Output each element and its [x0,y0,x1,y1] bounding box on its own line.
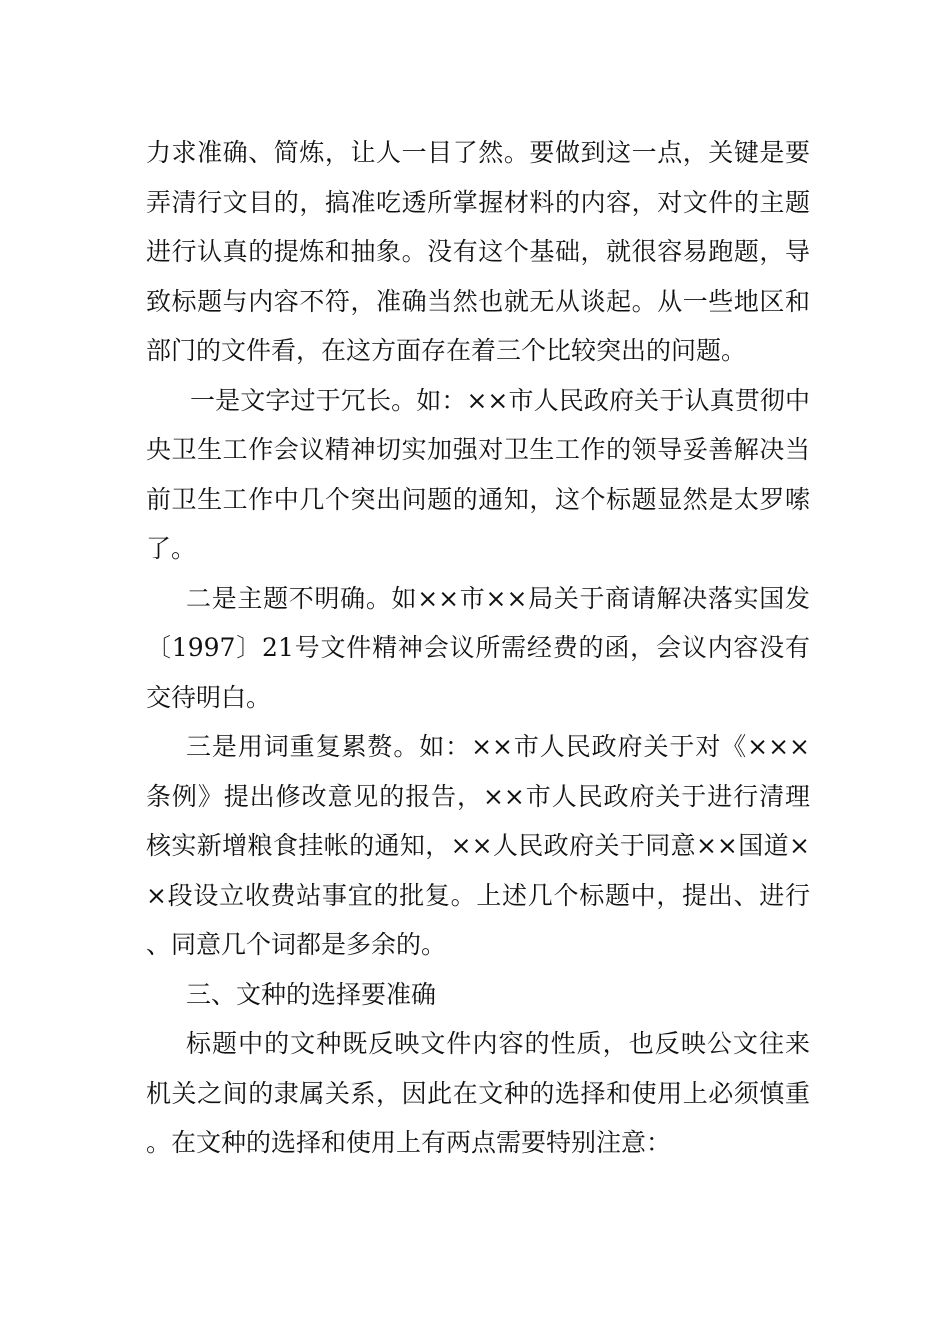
paragraph-point-three: 三是用词重复累赘。如：××市人民政府关于对《×××条例》提出修改意见的报告，××市人民政府关于进行清理核实新增粮食挂帐的通知，××人民政府关于同意××国道××段设立收费站事宜的批复。上述几个标题中，提出、进行、同意几个词都是多余的。 [146,732,810,959]
section-heading: 三、文种的选择要准确 [186,979,437,1009]
paragraph-continuation: 力求准确、简炼，让人一目了然。要做到这一点，关键是要弄清行文目的，搞准吃透所掌握材料的内容，对文件的主题进行认真的提炼和抽象。没有这个基础，就很容易跑题，导致标题与内容不符，准确当然也就无从谈起。从一些地区和部门的文件看，在这方面存在着三个比较突出的问题。 [146,138,810,365]
paragraph-point-one: 一是文字过于冗长。如：××市人民政府关于认真贯彻中央卫生工作会议精神切实加强对卫生工作的领导妥善解决当前卫生工作中几个突出问题的通知，这个标题显然是太罗嗦了。 [146,385,810,563]
paragraph-doc-type: 标题中的文种既反映文件内容的性质，也反映公文往来机关之间的隶属关系，因此在文种的选择和使用上必须慎重。在文种的选择和使用上有两点需要特别注意： [146,1029,810,1157]
paragraph-point-two: 二是主题不明确。如××市××局关于商请解决落实国发〔1997〕21号文件精神会议所需经费的函，会议内容没有交待明白。 [146,583,810,712]
document-body [146,128,810,1168]
